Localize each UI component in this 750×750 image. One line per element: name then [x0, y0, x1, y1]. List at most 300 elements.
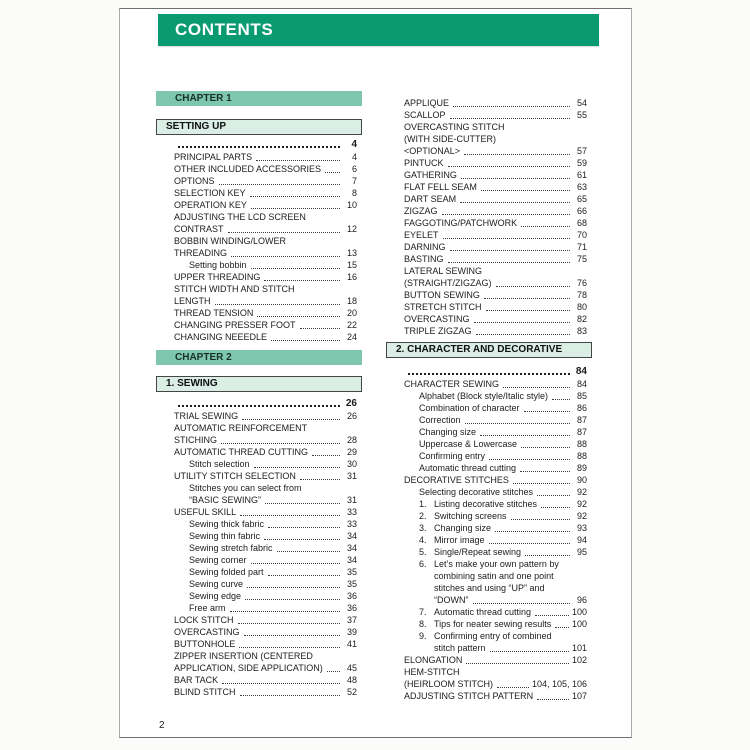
- toc-item: [386, 462, 592, 474]
- toc-item: [156, 506, 362, 518]
- dot-leader: [240, 695, 340, 696]
- dot-leader: [277, 551, 340, 552]
- toc-item-label-line: HEM-STITCH: [404, 667, 460, 677]
- dot-leader: [537, 495, 570, 496]
- toc-item-page-ref: 94: [576, 535, 587, 545]
- toc-item-page-ref: 63: [576, 182, 587, 192]
- toc-item: [156, 422, 362, 446]
- dot-leader: [239, 647, 340, 648]
- toc-item-page-ref: 89: [576, 463, 587, 473]
- toc-item-label: THREAD TENSION: [174, 308, 254, 318]
- toc-item-label: APPLIQUE: [404, 98, 450, 108]
- toc-item-page-ref: 16: [346, 272, 357, 282]
- toc-item-page-ref: 45: [346, 663, 357, 673]
- toc-item-label-line: Stitches you can select from: [189, 483, 302, 493]
- toc-item-label: CHARACTER SEWING: [404, 379, 500, 389]
- dot-leader: [247, 587, 340, 588]
- toc-item-page-ref: 88: [576, 451, 587, 461]
- toc-item-label: Setting bobbin: [189, 260, 247, 270]
- dot-leader: [513, 483, 570, 484]
- toc-item-page-ref: 84: [576, 379, 587, 389]
- toc-item-page-ref: 18: [346, 296, 357, 306]
- section-header-setting-up: [156, 119, 362, 135]
- toc-item-page-ref: 75: [576, 254, 587, 264]
- toc-item: [386, 546, 592, 558]
- dot-leader: [474, 322, 570, 323]
- toc-item-label: Sewing corner: [189, 555, 247, 565]
- dot-leader: [264, 280, 340, 281]
- toc-item-page-ref: 7: [351, 176, 357, 186]
- toc-item-page-ref: 22: [346, 320, 357, 330]
- toc-item: [386, 97, 592, 109]
- dot-leader: [231, 256, 340, 257]
- toc-item: [156, 307, 362, 319]
- section-header-character-decorative: [386, 342, 592, 358]
- toc-item-label: Stitch selection: [189, 459, 250, 469]
- dot-leader: [555, 627, 569, 628]
- toc-item-label: DART SEAM: [404, 194, 457, 204]
- toc-item: [156, 331, 362, 343]
- toc-item: [386, 157, 592, 169]
- toc-item-label: Tips for neater sewing results: [434, 619, 552, 629]
- toc-item-page-ref: 107: [571, 691, 587, 701]
- dot-leader: [464, 154, 570, 155]
- dot-leader: [490, 651, 569, 652]
- toc-item-label-line: BOBBIN WINDING/LOWER: [174, 236, 287, 246]
- toc-item: [156, 163, 362, 175]
- toc-item: [386, 498, 592, 510]
- toc-item-label: THREADING: [174, 248, 228, 258]
- toc-item-label-line: Let’s make your own pattern by: [434, 559, 559, 569]
- toc-item-page-ref: 86: [576, 403, 587, 413]
- toc-item-page-ref: 59: [576, 158, 587, 168]
- toc-item-label-line: ZIPPER INSERTION (CENTERED: [174, 651, 313, 661]
- dot-leader: [268, 575, 340, 576]
- dot-leader: [244, 635, 340, 636]
- dot-leader: [481, 190, 570, 191]
- toc-item-page-ref: 90: [576, 475, 587, 485]
- toc-item-page-ref: 93: [576, 523, 587, 533]
- toc-item-number: 4.: [419, 535, 427, 545]
- toc-item-page-ref: 33: [346, 507, 357, 517]
- dot-leader: [520, 471, 570, 472]
- toc-item-number: 1.: [419, 499, 427, 509]
- toc-item-label: Uppercase & Lowercase: [419, 439, 518, 449]
- toc-item-page-ref: 66: [576, 206, 587, 216]
- toc-item: [156, 530, 362, 542]
- chapter-1-bar: [156, 91, 362, 106]
- toc-item-label: (STRAIGHT/ZIGZAG): [404, 278, 492, 288]
- toc-item-page-ref: 41: [346, 639, 357, 649]
- dot-leader: [450, 118, 570, 119]
- toc-item-page-ref: 4: [351, 139, 357, 150]
- toc-item-number: 7.: [419, 607, 427, 617]
- toc-item: [386, 289, 592, 301]
- toc-item-page-ref: 87: [576, 415, 587, 425]
- dot-leader: [257, 316, 340, 317]
- toc-item: [156, 518, 362, 530]
- dot-leader: [448, 262, 570, 263]
- toc-item-label: stitch pattern: [434, 643, 486, 653]
- chapter-1-label: CHAPTER 1: [175, 93, 232, 104]
- toc-item-label-line: (WITH SIDE-CUTTER): [404, 134, 496, 144]
- toc-item-page-ref: 8: [351, 188, 357, 198]
- dot-leader: [497, 687, 529, 688]
- toc-item: [156, 674, 362, 686]
- toc-item-page-ref: 31: [346, 471, 357, 481]
- toc-item-page-ref: 12: [346, 224, 357, 234]
- toc-item-label: “BASIC SEWING”: [189, 495, 262, 505]
- toc-item-label: Changing size: [434, 523, 492, 533]
- toc-item: [386, 414, 592, 426]
- toc-item: [386, 301, 592, 313]
- toc-item: [386, 666, 592, 690]
- toc-item-page-ref: 29: [346, 447, 357, 457]
- toc-item: [386, 313, 592, 325]
- toc-item-page-ref: 57: [576, 146, 587, 156]
- dot-leader: [484, 298, 570, 299]
- toc-item-label: “DOWN”: [434, 595, 469, 605]
- toc-item-label: PRINCIPAL PARTS: [174, 152, 253, 162]
- toc-item: [386, 654, 592, 666]
- toc-list-sewing-continued: [386, 97, 592, 337]
- dot-leader: [264, 539, 340, 540]
- toc-item-label: Automatic thread cutting: [419, 463, 517, 473]
- toc-item: [156, 638, 362, 650]
- toc-item: [156, 235, 362, 259]
- toc-item-number: 8.: [419, 619, 427, 629]
- dot-leader: [521, 447, 570, 448]
- dot-leader: [496, 286, 571, 287]
- page-number: 2: [159, 720, 165, 731]
- toc-item-page-ref: 61: [576, 170, 587, 180]
- dot-leader: [521, 226, 570, 227]
- toc-item-label: BASTING: [404, 254, 444, 264]
- toc-item-label: Confirming entry: [419, 451, 486, 461]
- dot-leader: [178, 405, 340, 407]
- dot-leader: [511, 519, 570, 520]
- toc-item-label: DARNING: [404, 242, 446, 252]
- toc-item-label: Correction: [419, 415, 461, 425]
- dot-leader: [466, 663, 569, 664]
- dot-leader: [525, 555, 570, 556]
- toc-item-page-ref: 88: [576, 439, 587, 449]
- dot-leader: [178, 146, 340, 148]
- toc-item-page-ref: 95: [576, 547, 587, 557]
- toc-item-label: Sewing thin fabric: [189, 531, 261, 541]
- dot-leader: [460, 202, 570, 203]
- toc-item-page-ref: 36: [346, 603, 357, 613]
- dot-leader: [268, 527, 340, 528]
- toc-item-page-ref: 34: [346, 543, 357, 553]
- toc-item: [386, 169, 592, 181]
- toc-item: [156, 566, 362, 578]
- toc-item-label: AUTOMATIC THREAD CUTTING: [174, 447, 309, 457]
- toc-item: [156, 542, 362, 554]
- manual-contents-page: [119, 8, 632, 738]
- toc-item-page-ref: 35: [346, 567, 357, 577]
- toc-item-label: FAGGOTING/PATCHWORK: [404, 218, 518, 228]
- toc-item: [386, 325, 592, 337]
- toc-item-label: ADJUSTING STITCH PATTERN: [404, 691, 534, 701]
- toc-item-label: USEFUL SKILL: [174, 507, 237, 517]
- toc-item: [156, 271, 362, 283]
- toc-item-page-ref: 6: [351, 164, 357, 174]
- toc-item: [386, 630, 592, 654]
- dot-leader: [219, 184, 340, 185]
- toc-item: [386, 217, 592, 229]
- toc-item: [156, 578, 362, 590]
- toc-item-label: Sewing thick fabric: [189, 519, 265, 529]
- toc-item-label: Selecting decorative stitches: [419, 487, 534, 497]
- toc-item-label: BUTTON SEWING: [404, 290, 480, 300]
- dot-leader: [489, 459, 570, 460]
- toc-item-page-ref: 10: [346, 200, 357, 210]
- dot-leader: [215, 304, 340, 305]
- toc-item-label-line: OVERCASTING STITCH: [404, 122, 505, 132]
- toc-item-label: UTILITY STITCH SELECTION: [174, 471, 296, 481]
- toc-item-page-ref: 84: [575, 366, 587, 377]
- toc-item: [156, 139, 362, 151]
- toc-item-label: Alphabet (Block style/Italic style): [419, 391, 549, 401]
- toc-item: [386, 229, 592, 241]
- chapter-2-bar: [156, 350, 362, 365]
- toc-item-page-ref: 100: [571, 619, 587, 629]
- toc-item-label: Switching screens: [434, 511, 507, 521]
- dot-leader: [240, 515, 340, 516]
- chapter-2-label: CHAPTER 2: [175, 352, 232, 363]
- toc-item: [386, 109, 592, 121]
- dot-leader: [476, 334, 570, 335]
- toc-item-label: ELONGATION: [404, 655, 463, 665]
- dot-leader: [552, 399, 570, 400]
- toc-item-label: Sewing folded part: [189, 567, 264, 577]
- dot-leader: [524, 411, 570, 412]
- toc-item-label: OTHER INCLUDED ACCESSORIES: [174, 164, 322, 174]
- toc-item-label: <OPTIONAL>: [404, 146, 461, 156]
- dot-leader: [300, 479, 340, 480]
- toc-item-label: OPTIONS: [174, 176, 215, 186]
- toc-item-label: EYELET: [404, 230, 439, 240]
- toc-item-label-line: Confirming entry of combined: [434, 631, 552, 641]
- dot-leader: [312, 455, 340, 456]
- toc-item-label: DECORATIVE STITCHES: [404, 475, 509, 485]
- toc-item-label-line: stitches and using “UP” and: [434, 583, 545, 593]
- toc-item-number: 6.: [419, 559, 427, 569]
- toc-item: [156, 554, 362, 566]
- dot-leader: [489, 543, 570, 544]
- page-title: CONTENTS: [175, 20, 274, 39]
- toc-item: [386, 121, 592, 157]
- right-column: [386, 97, 592, 702]
- toc-item: [386, 558, 592, 606]
- dot-leader: [535, 615, 569, 616]
- toc-item-label: Changing size: [419, 427, 477, 437]
- toc-list-sewing: [156, 398, 362, 698]
- toc-item: [156, 199, 362, 211]
- dot-leader: [238, 623, 340, 624]
- toc-item: [386, 390, 592, 402]
- toc-item-label-line: combining satin and one point: [434, 571, 554, 581]
- toc-item-label: OVERCASTING: [404, 314, 470, 324]
- dot-leader: [242, 419, 340, 420]
- toc-item: [156, 590, 362, 602]
- dot-leader: [442, 214, 571, 215]
- toc-item-page-ref: 48: [346, 675, 357, 685]
- section-sewing-title: 1. SEWING: [166, 378, 218, 389]
- toc-item: [156, 482, 362, 506]
- dot-leader: [541, 507, 570, 508]
- toc-item-page-ref: 34: [346, 555, 357, 565]
- toc-item-label: Sewing curve: [189, 579, 244, 589]
- toc-item-number: 5.: [419, 547, 427, 557]
- toc-item: [156, 602, 362, 614]
- toc-item: [156, 211, 362, 235]
- dot-leader: [228, 232, 341, 233]
- toc-item-label: SCALLOP: [404, 110, 446, 120]
- toc-item-page-ref: 54: [576, 98, 587, 108]
- toc-item-page-ref: 92: [576, 487, 587, 497]
- toc-item: [386, 366, 592, 378]
- toc-item-label: GATHERING: [404, 170, 457, 180]
- toc-item-page-ref: 24: [346, 332, 357, 342]
- toc-item-page-ref: 31: [346, 495, 357, 505]
- toc-item-label: ZIGZAG: [404, 206, 438, 216]
- toc-item-page-ref: 96: [576, 595, 587, 605]
- dot-leader: [221, 443, 340, 444]
- toc-item-number: 3.: [419, 523, 427, 533]
- toc-list-setting-up: [156, 139, 362, 343]
- toc-item: [386, 534, 592, 546]
- dot-leader: [450, 250, 570, 251]
- toc-item-label-line: AUTOMATIC REINFORCEMENT: [174, 423, 308, 433]
- toc-item-label: TRIPLE ZIGZAG: [404, 326, 472, 336]
- toc-item: [156, 187, 362, 199]
- toc-item-label: Sewing edge: [189, 591, 242, 601]
- toc-item-label: Single/Repeat sewing: [434, 547, 522, 557]
- dot-leader: [408, 373, 570, 375]
- toc-item-page-ref: 15: [346, 260, 357, 270]
- dot-leader: [245, 599, 340, 600]
- toc-item-page-ref: 70: [576, 230, 587, 240]
- toc-item: [386, 474, 592, 486]
- toc-item-page-ref: 83: [576, 326, 587, 336]
- toc-item: [386, 253, 592, 265]
- toc-item: [156, 686, 362, 698]
- toc-item-label: Free arm: [189, 603, 226, 613]
- toc-item-page-ref: 33: [346, 519, 357, 529]
- toc-item-page-ref: 35: [346, 579, 357, 589]
- toc-item: [386, 510, 592, 522]
- toc-item-label: Mirror image: [434, 535, 485, 545]
- dot-leader: [443, 238, 570, 239]
- toc-item-page-ref: 36: [346, 591, 357, 601]
- toc-item-label: TRIAL SEWING: [174, 411, 239, 421]
- toc-item-page-ref: 92: [576, 511, 587, 521]
- toc-item: [386, 438, 592, 450]
- toc-item-page-ref: 52: [346, 687, 357, 697]
- left-column: [156, 91, 362, 698]
- contents-header-bar: [158, 14, 599, 46]
- dot-leader: [271, 340, 340, 341]
- toc-item: [156, 650, 362, 674]
- toc-item-page-ref: 76: [576, 278, 587, 288]
- toc-item-page-ref: 82: [576, 314, 587, 324]
- toc-item: [156, 319, 362, 331]
- toc-item: [156, 398, 362, 410]
- toc-item-page-ref: 78: [576, 290, 587, 300]
- toc-item-page-ref: 34: [346, 531, 357, 541]
- toc-item-label: CHANGING NEEEDLE: [174, 332, 268, 342]
- toc-item-page-ref: 102: [571, 655, 587, 665]
- toc-item: [156, 626, 362, 638]
- toc-item-label: STICHING: [174, 435, 218, 445]
- dot-leader: [465, 423, 570, 424]
- toc-item-label-line: LATERAL SEWING: [404, 266, 483, 276]
- toc-item: [386, 402, 592, 414]
- toc-item: [386, 450, 592, 462]
- toc-item-page-ref: 85: [576, 391, 587, 401]
- toc-item-label: CONTRAST: [174, 224, 224, 234]
- toc-item: [156, 410, 362, 422]
- toc-item-label: FLAT FELL SEAM: [404, 182, 477, 192]
- toc-item: [386, 241, 592, 253]
- dot-leader: [453, 106, 570, 107]
- dot-leader: [495, 531, 570, 532]
- toc-item-number: 2.: [419, 511, 427, 521]
- dot-leader: [251, 268, 340, 269]
- toc-item-label-line: STITCH WIDTH AND STITCH: [174, 284, 295, 294]
- dot-leader: [486, 310, 571, 311]
- toc-item-label: OVERCASTING: [174, 627, 240, 637]
- toc-item-label: (HEIRLOOM STITCH): [404, 679, 493, 689]
- toc-item-number: 9.: [419, 631, 427, 641]
- toc-item: [156, 470, 362, 482]
- toc-item: [386, 618, 592, 630]
- toc-item-label: SELECTION KEY: [174, 188, 246, 198]
- dot-leader: [327, 671, 340, 672]
- toc-item: [386, 522, 592, 534]
- toc-item-page-ref: 30: [346, 459, 357, 469]
- toc-item-label-line: ADJUSTING THE LCD SCREEN: [174, 212, 306, 222]
- toc-item: [156, 175, 362, 187]
- toc-item-label: LOCK STITCH: [174, 615, 234, 625]
- dot-leader: [473, 603, 571, 604]
- toc-item-page-ref: 87: [576, 427, 587, 437]
- toc-item-label: CHANGING PRESSER FOOT: [174, 320, 296, 330]
- toc-item-label: OPERATION KEY: [174, 200, 247, 210]
- section-character-decorative-title: 2. CHARACTER AND DECORATIVE: [396, 344, 563, 355]
- toc-item-page-ref: 68: [576, 218, 587, 228]
- dot-leader: [250, 196, 340, 197]
- dot-leader: [325, 172, 340, 173]
- toc-item-page-ref: 92: [576, 499, 587, 509]
- toc-item-label: APPLICATION, SIDE APPLICATION): [174, 663, 323, 673]
- toc-item-page-ref: 104, 105, 106: [531, 679, 587, 689]
- toc-item-page-ref: 26: [345, 398, 357, 409]
- toc-item-label: LENGTH: [174, 296, 211, 306]
- dot-leader: [265, 503, 340, 504]
- toc-item-page-ref: 101: [571, 643, 587, 653]
- toc-item: [156, 151, 362, 163]
- dot-leader: [254, 467, 340, 468]
- dot-leader: [461, 178, 570, 179]
- toc-item-page-ref: 37: [346, 615, 357, 625]
- toc-item: [386, 606, 592, 618]
- toc-item: [386, 205, 592, 217]
- toc-item-label: Sewing stretch fabric: [189, 543, 273, 553]
- toc-item-label: BLIND STITCH: [174, 687, 236, 697]
